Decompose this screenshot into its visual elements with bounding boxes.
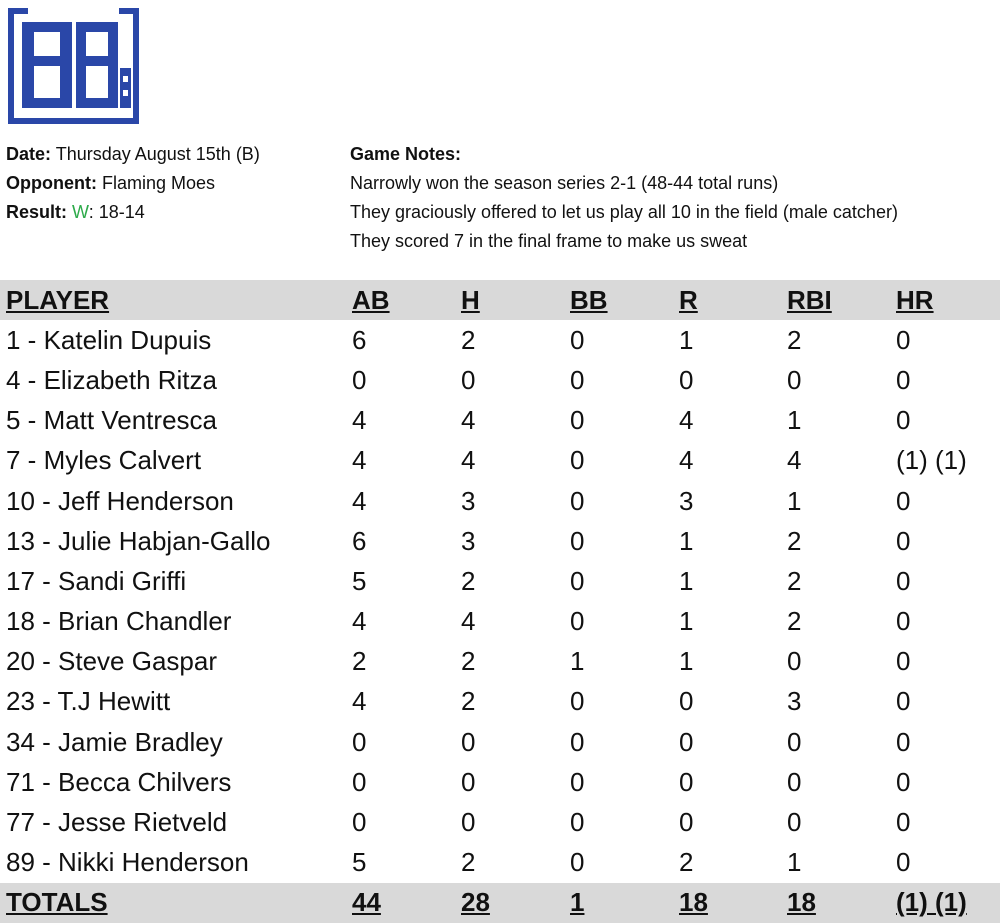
cell-hr: 0 [896,686,911,717]
cell-h: 3 [461,525,476,556]
totals-rbi: 18 [787,887,816,918]
cell-rbi: 0 [787,726,802,757]
cell-h: 2 [461,646,476,677]
cell-hr: 0 [896,807,911,838]
cell-r: 4 [679,405,694,436]
date-value: Thursday August 15th (B) [55,144,260,164]
cell-ab: 4 [352,405,367,436]
cell-bb: 0 [570,525,585,556]
cell-player: 4 - Elizabeth Ritza [6,364,217,395]
result-line [6,198,260,227]
cell-r: 2 [679,847,694,878]
date-label: Date: [6,144,52,164]
cell-r: 1 [679,565,694,596]
game-info [6,140,260,227]
cell-rbi: 2 [787,525,802,556]
totals-hr: (1) (1) [896,887,967,918]
totals-ab: 44 [352,887,381,918]
cell-ab: 4 [352,686,367,717]
cell-hr: 0 [896,646,911,677]
cell-bb: 0 [570,405,585,436]
cell-bb: 1 [570,646,585,677]
column-header-player: PLAYER [6,284,110,315]
cell-r: 1 [679,606,694,637]
cell-bb: 0 [570,726,585,757]
cell-r: 1 [679,525,694,556]
cell-r: 4 [679,445,694,476]
cell-h: 3 [461,485,476,516]
result-label: Result: [6,202,68,222]
cell-h: 0 [461,766,476,797]
result-score: : 18-14 [88,202,145,222]
cell-rbi: 1 [787,405,802,436]
cell-rbi: 3 [787,686,802,717]
table-row [0,802,1000,842]
totals-bb: 1 [570,887,585,918]
opponent-line [6,169,260,198]
cell-bb: 0 [570,606,585,637]
cell-rbi: 0 [787,807,802,838]
totals-row [0,883,1000,923]
cell-hr: (1) (1) [896,445,967,476]
cell-player: 13 - Julie Habjan-Gallo [6,525,271,556]
cell-h: 0 [461,726,476,757]
cell-h: 4 [461,405,476,436]
table-row [0,682,1000,722]
cell-r: 0 [679,726,694,757]
cell-bb: 0 [570,485,585,516]
header-row [0,280,1000,320]
cell-r: 1 [679,324,694,355]
cell-player: 23 - T.J Hewitt [6,686,171,717]
cell-hr: 0 [896,525,911,556]
table-row [0,602,1000,642]
column-header-rbi: RBI [787,284,832,315]
totals-label: TOTALS [6,887,108,918]
cell-rbi: 1 [787,485,802,516]
table-row [0,762,1000,802]
cell-hr: 0 [896,485,911,516]
totals-h: 28 [461,887,490,918]
cell-rbi: 2 [787,606,802,637]
cell-h: 2 [461,847,476,878]
opponent-label: Opponent: [6,173,97,193]
cell-r: 0 [679,364,694,395]
cell-rbi: 0 [787,766,802,797]
cell-h: 2 [461,565,476,596]
table-row [0,843,1000,883]
cell-ab: 6 [352,525,367,556]
table-row [0,441,1000,481]
cell-hr: 0 [896,726,911,757]
cell-bb: 0 [570,847,585,878]
88s-logo [8,8,139,124]
cell-ab: 5 [352,565,367,596]
table-row [0,561,1000,601]
cell-ab: 2 [352,646,367,677]
note-line: Narrowly won the season series 2-1 (48-44 total runs) [350,173,779,193]
cell-rbi: 1 [787,847,802,878]
cell-player: 71 - Becca Chilvers [6,766,232,797]
table-row [0,481,1000,521]
cell-h: 4 [461,445,476,476]
column-header-bb: BB [570,284,608,315]
stats-table [0,280,1000,923]
result-wl: W [72,202,89,222]
cell-rbi: 0 [787,646,802,677]
cell-hr: 0 [896,847,911,878]
cell-bb: 0 [570,445,585,476]
cell-player: 7 - Myles Calvert [6,445,202,476]
table-row [0,320,1000,360]
table-row [0,521,1000,561]
cell-bb: 0 [570,807,585,838]
cell-hr: 0 [896,364,911,395]
game-notes [350,140,898,256]
column-header-r: R [679,284,698,315]
cell-player: 10 - Jeff Henderson [6,485,234,516]
cell-bb: 0 [570,766,585,797]
cell-hr: 0 [896,565,911,596]
cell-ab: 4 [352,606,367,637]
cell-ab: 0 [352,364,367,395]
cell-rbi: 2 [787,324,802,355]
cell-hr: 0 [896,405,911,436]
table-row [0,360,1000,400]
cell-r: 3 [679,485,694,516]
table-row [0,401,1000,441]
cell-bb: 0 [570,686,585,717]
cell-h: 2 [461,324,476,355]
column-header-h: H [461,284,480,315]
cell-ab: 6 [352,324,367,355]
cell-h: 0 [461,364,476,395]
cell-ab: 4 [352,485,367,516]
totals-r: 18 [679,887,708,918]
cell-bb: 0 [570,364,585,395]
cell-ab: 0 [352,726,367,757]
cell-bb: 0 [570,565,585,596]
cell-player: 17 - Sandi Griffi [6,565,187,596]
cell-ab: 5 [352,847,367,878]
cell-hr: 0 [896,606,911,637]
cell-r: 0 [679,686,694,717]
cell-rbi: 0 [787,364,802,395]
cell-player: 5 - Matt Ventresca [6,405,217,436]
cell-ab: 4 [352,445,367,476]
cell-r: 0 [679,807,694,838]
cell-hr: 0 [896,766,911,797]
cell-h: 2 [461,686,476,717]
cell-ab: 0 [352,766,367,797]
cell-r: 1 [679,646,694,677]
note-line: They graciously offered to let us play all 10 in the field (male catcher) [350,202,898,222]
table-row [0,642,1000,682]
cell-rbi: 4 [787,445,802,476]
cell-hr: 0 [896,324,911,355]
column-header-ab: AB [352,284,390,315]
note-line: They scored 7 in the final frame to make us sweat [350,231,748,251]
cell-ab: 0 [352,807,367,838]
date-line [6,140,260,169]
cell-player: 34 - Jamie Bradley [6,726,223,757]
cell-h: 0 [461,807,476,838]
table-row [0,722,1000,762]
cell-r: 0 [679,766,694,797]
cell-bb: 0 [570,324,585,355]
cell-player: 18 - Brian Chandler [6,606,232,637]
notes-heading: Game Notes: [350,144,462,164]
cell-player: 1 - Katelin Dupuis [6,324,212,355]
cell-h: 4 [461,606,476,637]
opponent-value: Flaming Moes [102,173,216,193]
cell-player: 89 - Nikki Henderson [6,847,249,878]
column-header-hr: HR [896,284,934,315]
cell-player: 20 - Steve Gaspar [6,646,217,677]
cell-rbi: 2 [787,565,802,596]
cell-player: 77 - Jesse Rietveld [6,807,228,838]
